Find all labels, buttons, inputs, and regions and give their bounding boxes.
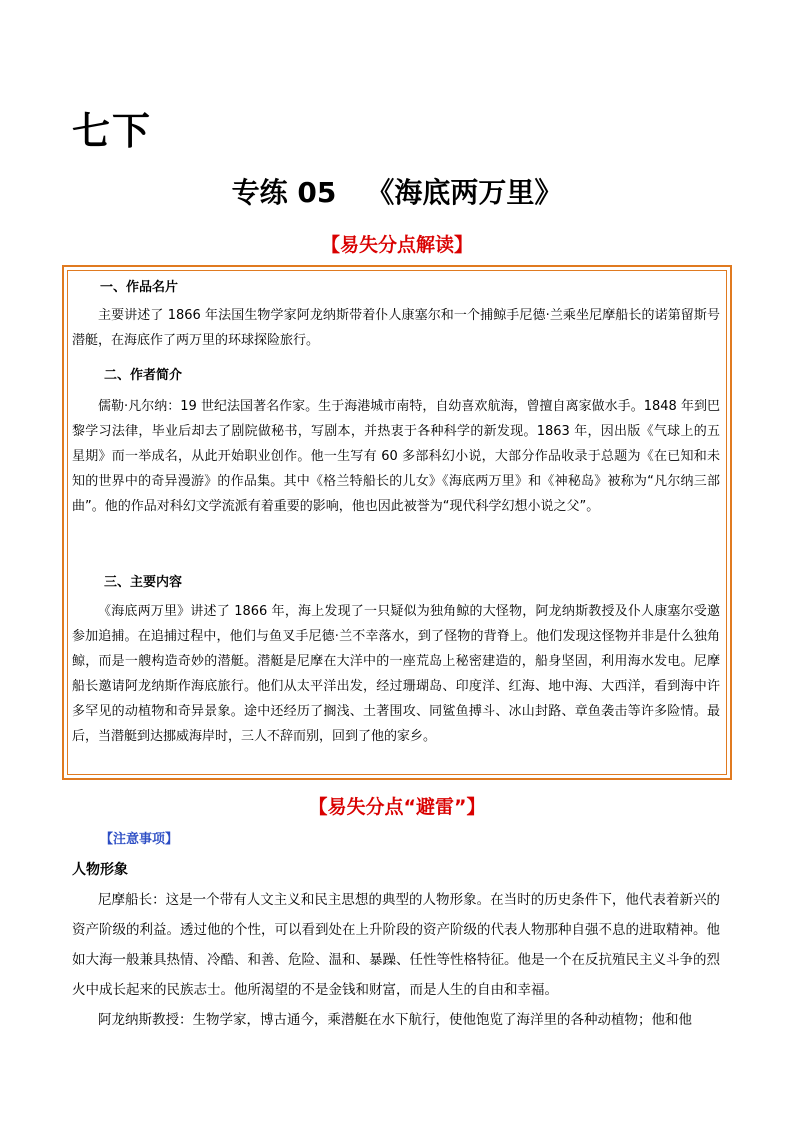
paragraph-aronnax: 阿龙纳斯教授：生物学家，博古通今，乘潜艇在水下航行，使他饱览了海洋里的各种动植物；他和他 xyxy=(98,1012,692,1028)
paragraph-content: 《海底两万里》讲述了 1866 年，海上发现了一只疑似为独角鲸的大怪物，阿龙纳斯教授及仆人康塞尔受邀参加追捕。在追捕过程中，他们与鱼叉手尼德·兰不幸落水，到了怪物的背脊上。他们发现这怪物并非是什么独角鲸，而是一艘构造奇妙的潜艇。潜艇是尼摩在大洋中的一座荒岛上秘密建造的，船身坚固，利用海水发电。尼摩船长邀请阿龙纳斯作海底旅行。他们从太平洋出发，经过珊瑚岛、印度洋、红海、地中海、大西洋，看到海中许多罕见的动植物和奇异景象。途中还经历了搁浅、土著围攻、同鲨鱼搏斗、冰山封路、章鱼袭击等许多险情。最后，当潜艇到达挪威海岸时，三人不辞而别，回到了他的家乡。 xyxy=(72,604,720,744)
avoid-heading: 【易失分点“避雷”】 xyxy=(308,796,486,818)
paragraph-author: 儒勒·凡尔纳：19 世纪法国著名作家。生于海港城市南特，自幼喜欢航海，曾擅自离家做水手。1848 年到巴黎学习法律，毕业后却去了剧院做秘书，写剧本，并热衷于各种科学的新发现。1863 年，因出版《气球上的五星期》而一举成名，从此开始职业创作。他一生写有 60 多部科幻小说，大部分作品收录于总题为《在已知和未知的世界中的奇异漫游》的作品集。其中《格兰特船长的儿女》《海底两万里》和《神秘岛》被称为“凡尔纳三部曲”。他的作品对科幻文学流派有着重要的影响，他也因此被誉为“现代科学幻想小说之父”。 xyxy=(72,399,720,514)
page-title xyxy=(0,174,794,212)
topic-heading: 人物形象 xyxy=(72,862,128,878)
title-book: 《海底两万里》 xyxy=(366,176,563,209)
interpretation-heading: 【易失分点解读】 xyxy=(320,234,473,256)
grade-label: 七下 xyxy=(72,109,153,153)
paragraph-nemo: 尼摩船长：这是一个带有人文主义和民主思想的典型的人物形象。在当时的历史条件下，他代表着新兴的资产阶级的利益。透过他的个性，可以看到处在上升阶段的资产阶级的代表人物那种自强不息的进取精神。他如大海一般兼具热情、冷酷、和善、危险、温和、暴躁、任性等性格特征。他是一个在反抗殖民主义斗争的烈火中成长起来的民族志士。他所渴望的不是金钱和财富，而是人生的自由和幸福。 xyxy=(72,892,720,998)
title-series: 专练 05 xyxy=(231,176,337,209)
paragraph-work-card: 主要讲述了 1866 年法国生物学家阿龙纳斯带着仆人康塞尔和一个捕鲸手尼德·兰乘坐尼摩船长的诺第留斯号潜艇，在海底作了两万里的环球探险旅行。 xyxy=(72,308,720,348)
section-heading-author: 二、作者简介 xyxy=(104,368,183,383)
section-heading-content: 三、主要内容 xyxy=(104,575,183,590)
notes-tag: 【注意事项】 xyxy=(100,832,179,847)
section-heading-work-card: 一、作品名片 xyxy=(100,280,179,295)
